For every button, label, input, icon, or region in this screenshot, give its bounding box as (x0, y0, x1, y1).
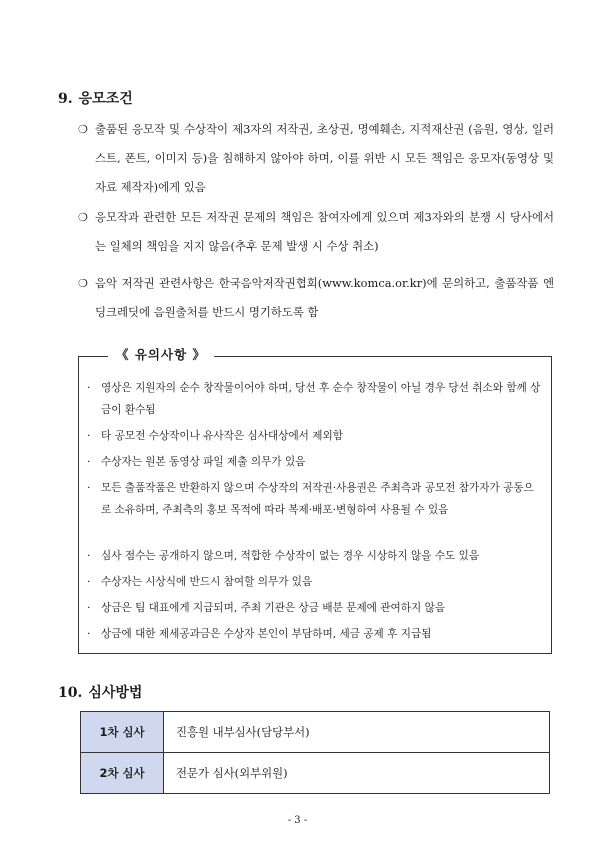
condition-text-3: 음악 저작권 관련사항은 한국음악저작권협회(www.komca.or.kr)에 문의하고, 출품작품 엔딩크레딧에 음원출처를 반드시 명기하도록 함 (95, 276, 554, 319)
notice-item-4 (87, 477, 542, 521)
section-9-heading (58, 88, 133, 108)
notice-text-6: 수상자는 시상식에 반드시 참여할 의무가 있음 (101, 576, 313, 588)
review-stage-label: 2차 심사 (81, 753, 164, 794)
notice-item-7 (87, 597, 542, 619)
table-row (81, 753, 550, 794)
review-method-table (80, 711, 550, 794)
circle-bullet-icon: ❍ (78, 211, 88, 224)
dot-bullet-icon: · (87, 456, 91, 468)
notice-text-3: 수상자는 원본 동영상 파일 제출 의무가 있음 (101, 456, 306, 468)
notice-item-5 (87, 545, 542, 567)
condition-item-2 (78, 203, 554, 261)
notice-item-6 (87, 571, 542, 593)
condition-text-2: 응모작과 관련한 모든 저작권 문제의 책임은 참여자에게 있으며 제3자와의 분쟁 시 당사에서는 일체의 책임을 지지 않음(추후 문제 발생 시 수상 취소) (95, 210, 554, 253)
review-stage-label: 1차 심사 (81, 712, 164, 753)
notice-title: 《 유의사항 》 (108, 345, 214, 363)
section-10-heading (58, 682, 142, 702)
condition-item-1 (78, 115, 554, 202)
dot-bullet-icon: · (87, 382, 91, 394)
dot-bullet-icon: · (87, 576, 91, 588)
notice-text-1: 영상은 지원자의 순수 창작물이어야 하며, 당선 후 순수 창작물이 아닐 경우 당선 취소와 함께 상금이 환수됨 (101, 382, 541, 416)
notice-text-2: 타 공모전 수상작이나 유사작은 심사대상에서 제외함 (101, 430, 343, 442)
notice-item-3 (87, 451, 542, 473)
notice-item-1 (87, 377, 542, 421)
review-method-value: 전문가 심사(외부위원) (164, 753, 550, 794)
dot-bullet-icon: · (87, 482, 91, 494)
table-row (81, 712, 550, 753)
notice-text-8: 상금에 대한 제세공과금은 수상자 본인이 부담하며, 세금 공제 후 지급됨 (101, 628, 432, 640)
circle-bullet-icon: ❍ (78, 123, 88, 136)
dot-bullet-icon: · (87, 628, 91, 640)
section-10-title: 심사방법 (88, 685, 143, 701)
section-9-number: 9. (58, 91, 73, 107)
notice-item-2 (87, 425, 542, 447)
review-method-value: 진흥원 내부심사(담당부서) (164, 712, 550, 753)
notice-text-7: 상금은 팀 대표에게 지급되며, 주최 기관은 상금 배분 문제에 관여하지 않음 (101, 602, 446, 614)
section-9-title: 응모조건 (78, 91, 133, 107)
condition-item-3 (78, 269, 554, 327)
circle-bullet-icon: ❍ (78, 277, 88, 290)
condition-text-1: 출품된 응모작 및 수상작이 제3자의 저작권, 초상권, 명예훼손, 지적재산권 (음원, 영상, 일러스트, 폰트, 이미지 등)을 침해하지 않아야 하며, 이를 위반 시 모든 책임은 응모자(동영상 및 자료 제작자)에게 있음 (95, 122, 554, 194)
dot-bullet-icon: · (87, 602, 91, 614)
dot-bullet-icon: · (87, 430, 91, 442)
notice-text-4: 모든 출품작품은 반환하지 않으며 수상작의 저작권·사용권은 주최측과 공모전 참가자가 공동으로 소유하며, 주최측의 홍보 목적에 따라 복제·배포·변형하여 사용될 수 있음 (101, 482, 534, 516)
notice-text-5: 심사 점수는 공개하지 않으며, 적합한 수상작이 없는 경우 시상하지 않을 수도 있음 (101, 550, 480, 562)
dot-bullet-icon: · (87, 550, 91, 562)
page-number: - 3 - (287, 815, 308, 826)
section-10-number: 10. (58, 685, 83, 701)
notice-item-8 (87, 623, 542, 645)
